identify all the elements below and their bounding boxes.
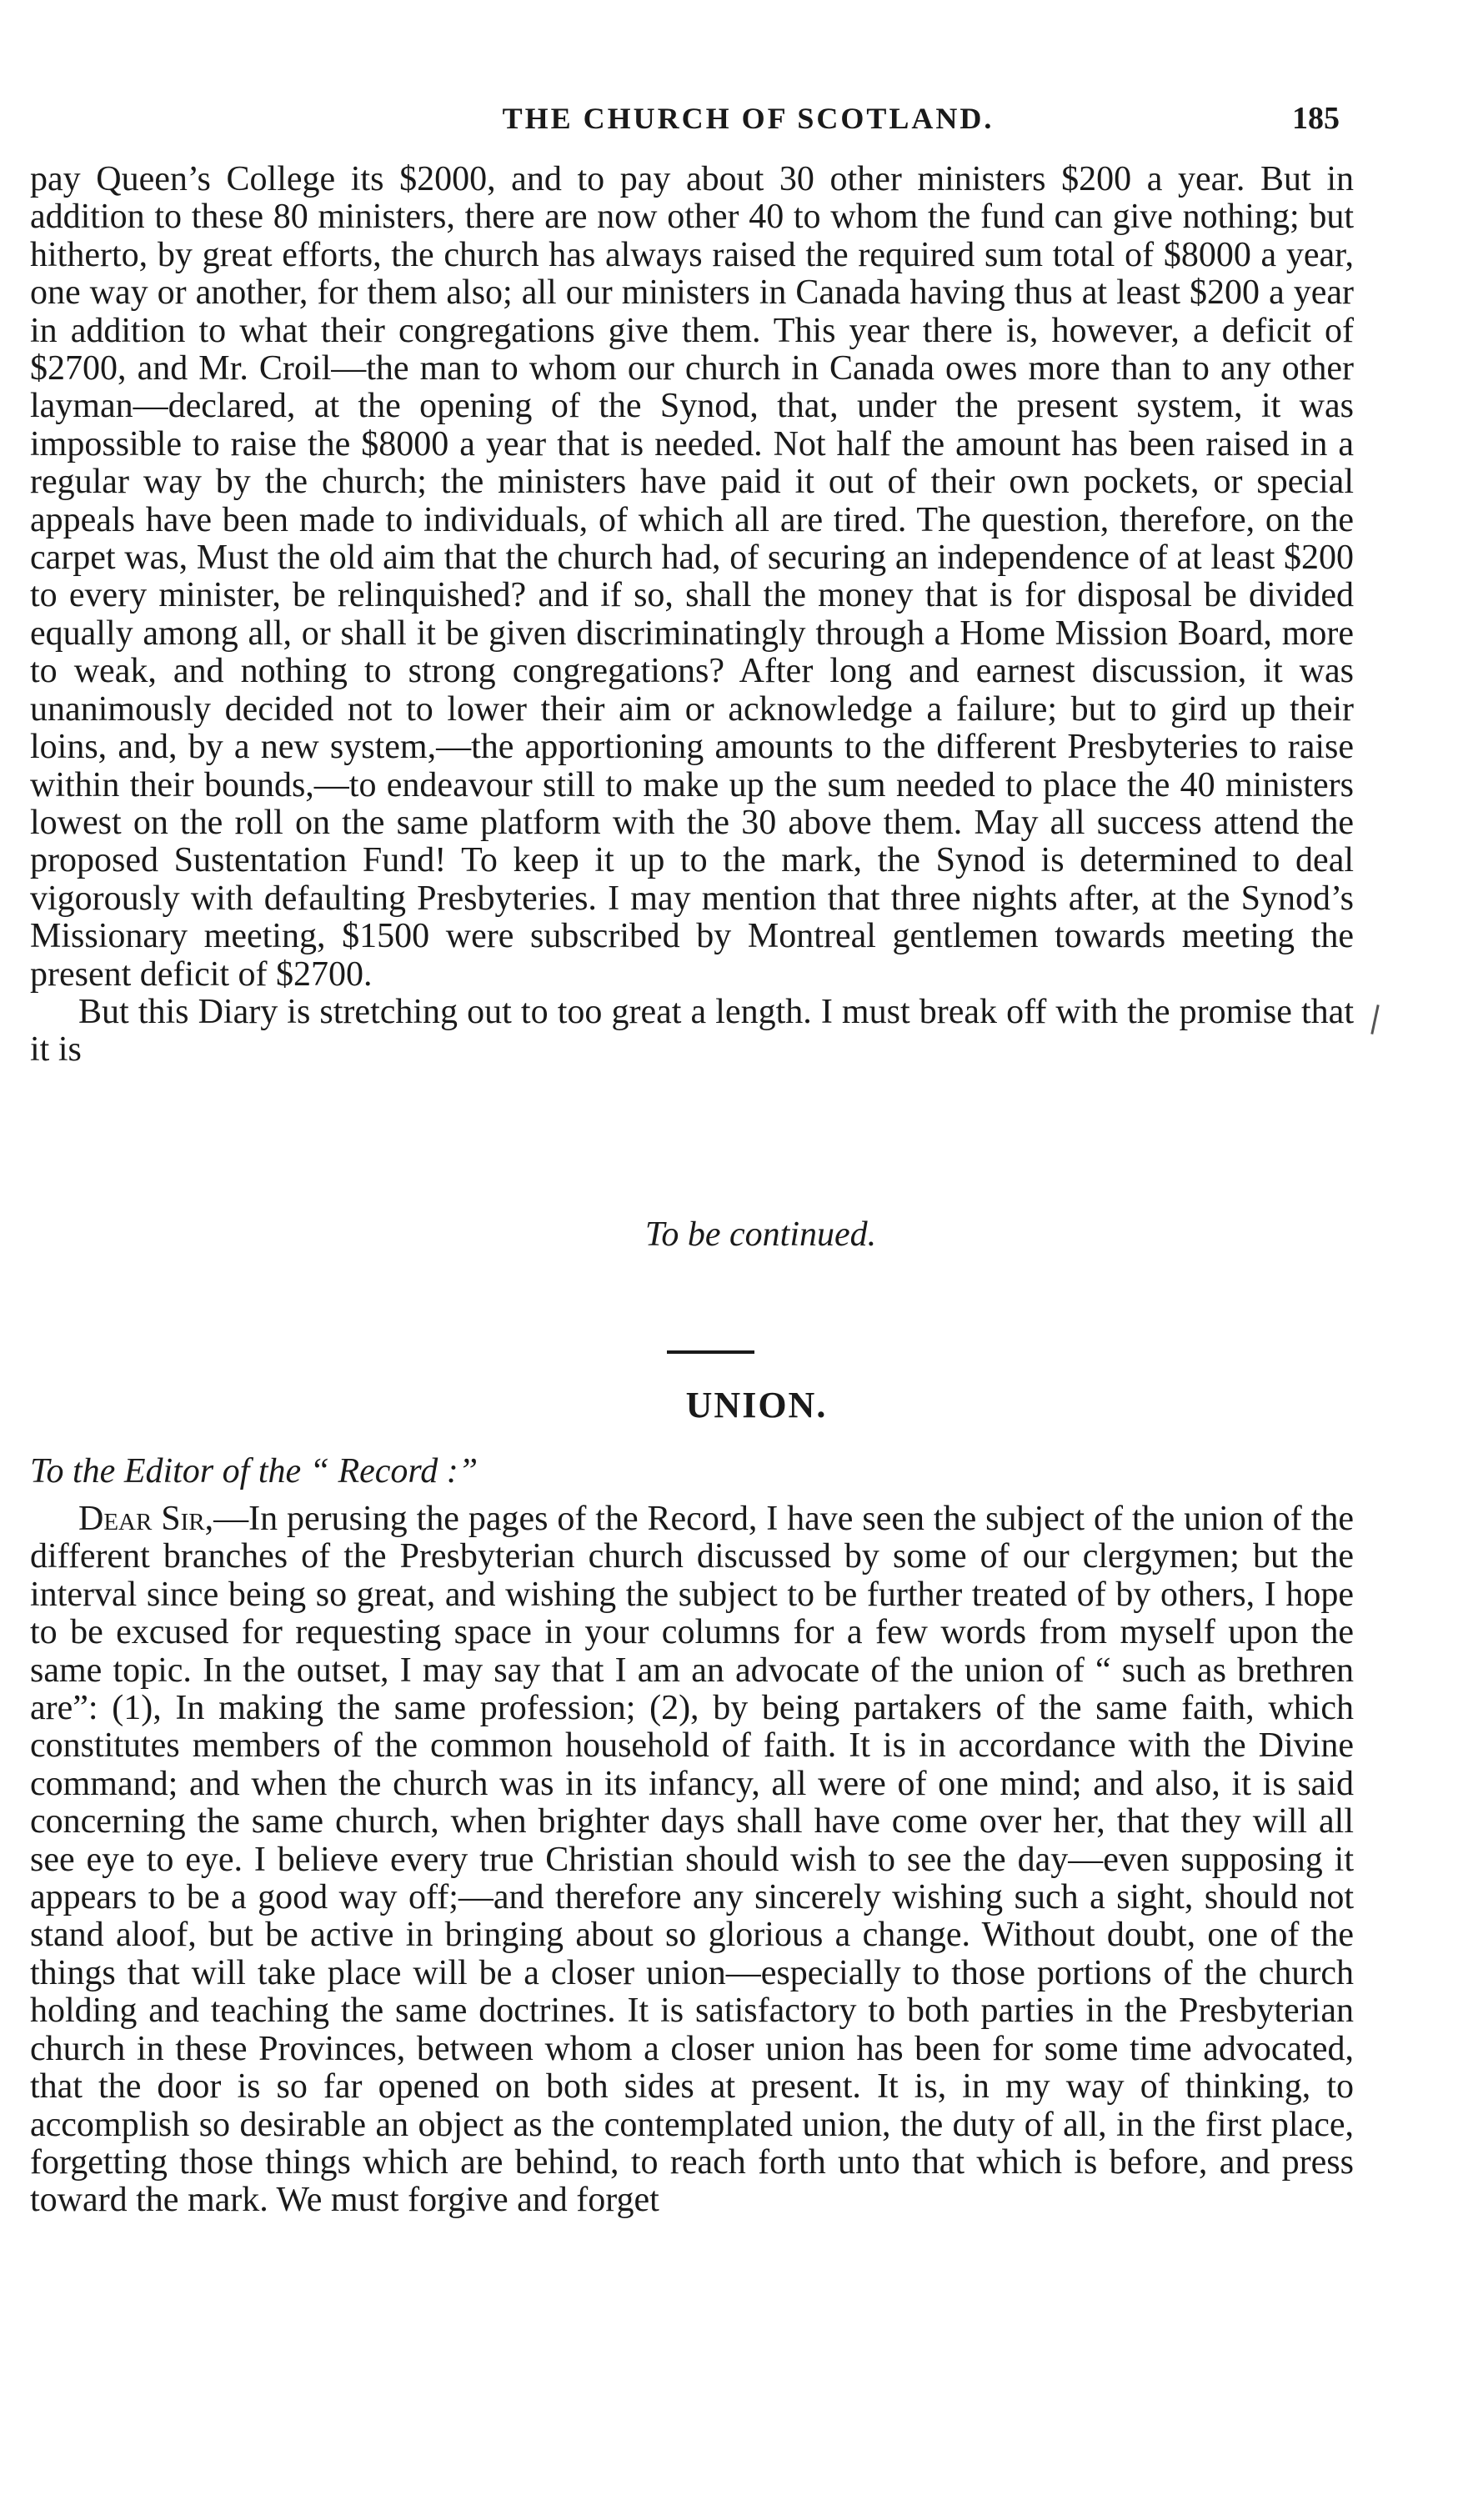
section-heading: UNION.: [685, 1385, 828, 1425]
body-paragraph: pay Queen’s College its $2000, and to pay about 30 other ministers $200 a year. But in addition to these 80 ministers, there are now other 40 to whom the fund can give nothing; but hitherto, by great efforts, the church has always raised the required sum total of $8000 a year, one way or another, for them also; all our ministers in Canada having thus at least $200 a year in addition to what their congregations give them. This year there is, however, a deficit of $2700, and Mr. Croil—the man to whom our church in Canada owes more than to any other layman—declared, at the opening of the Synod, that, under the present system, it was impossible to raise the $8000 a year that is needed. Not half the amount has been raised in a regular way by the church; the ministers have paid it out of their own pockets, or special appeals have been made to individuals, of which all are tired. The question, therefore, on the carpet was, Must the old aim that the church had, of securing an independence of at least $200 to every minister, be relinquished? and if so, shall the money that is for disposal be divided equally among all, or shall it be given discriminatingly through a Home Mission Board, more to weak, and nothing to strong congregations? After long and earnest discussion, it was unanimously decided not to lower their aim or acknowledge a failure; but to gird up their loins, and, by a new system,—the apportioning amounts to the different Presbyteries to raise within their bounds,—to endeavour still to make up the sum needed to place the 40 ministers lowest on the roll on the same platform with the 30 above them. May all success attend the proposed Sustentation Fund! To keep it up to the mark, the Synod is determined to deal vigorously with defaulting Presbyteries. I may mention that three nights after, at the Synod’s Missionary meeting, $1500 were subscribed by Montreal gentlemen towards meeting the present deficit of $2700.: [30, 160, 1354, 994]
running-title: THE CHURCH OF SCOTLAND.: [502, 102, 995, 135]
letter-opening: Dear Sir,: [78, 1500, 214, 1538]
section-divider: [667, 1350, 754, 1354]
continued-note: To be continued.: [644, 1215, 877, 1254]
body-paragraph: But this Diary is stretching out to too great a length. I must break off with the promise that it is: [30, 992, 1354, 1070]
body-paragraph: [30, 1500, 1354, 2220]
running-head: [33, 93, 1463, 143]
article-continuation: [30, 161, 1354, 1070]
letter-salutation: To the Editor of the “ Record :”: [30, 1452, 478, 1490]
letter-body: [30, 1500, 1354, 2220]
letter-text: —In perusing the pages of the Record, I have seen the subject of the union of the different branches of the Presbyterian church discussed by some of our clergymen; but the interval since being so great, and wishing the subject to be further treated of by others, I hope to be excused for requesting space in your columns for a few words from myself upon the same topic. In the outset, I may say that I am an advocate of the union of “ such as brethren are”: (1), In making the same profession; (2), by being partakers of the same faith, which constitutes members of the common household of faith. It is in accordance with the Divine command; and when the church was in its infancy, all were of one mind; and also, it is said concerning the same church, when brighter days shall have come over her, that they will all see eye to eye. I believe every true Christian should wish to see the day—even supposing it appears to be a good way off;—and therefore any sincerely wishing such a sight, should not stand aloof, but be active in bringing about so glorious a change. Without doubt, one of the things that will take place will be a closer union—especially to those portions of the church holding and teaching the same doctrines. It is satisfactory to both parties in the Presbyterian church in these Provinces, between whom a closer union has been for some time advocated, that the door is so far opened on both sides at present. It is, in my way of thinking, to accomplish so desirable an object as the contemplated union, the duty of all, in the first place, forgetting those things which are behind, to reach forth unto that which is before, and press toward the mark. We must forgive and forget: [30, 1500, 1354, 2220]
page-number: 185: [1292, 101, 1340, 136]
margin-mark: [1370, 1004, 1379, 1035]
